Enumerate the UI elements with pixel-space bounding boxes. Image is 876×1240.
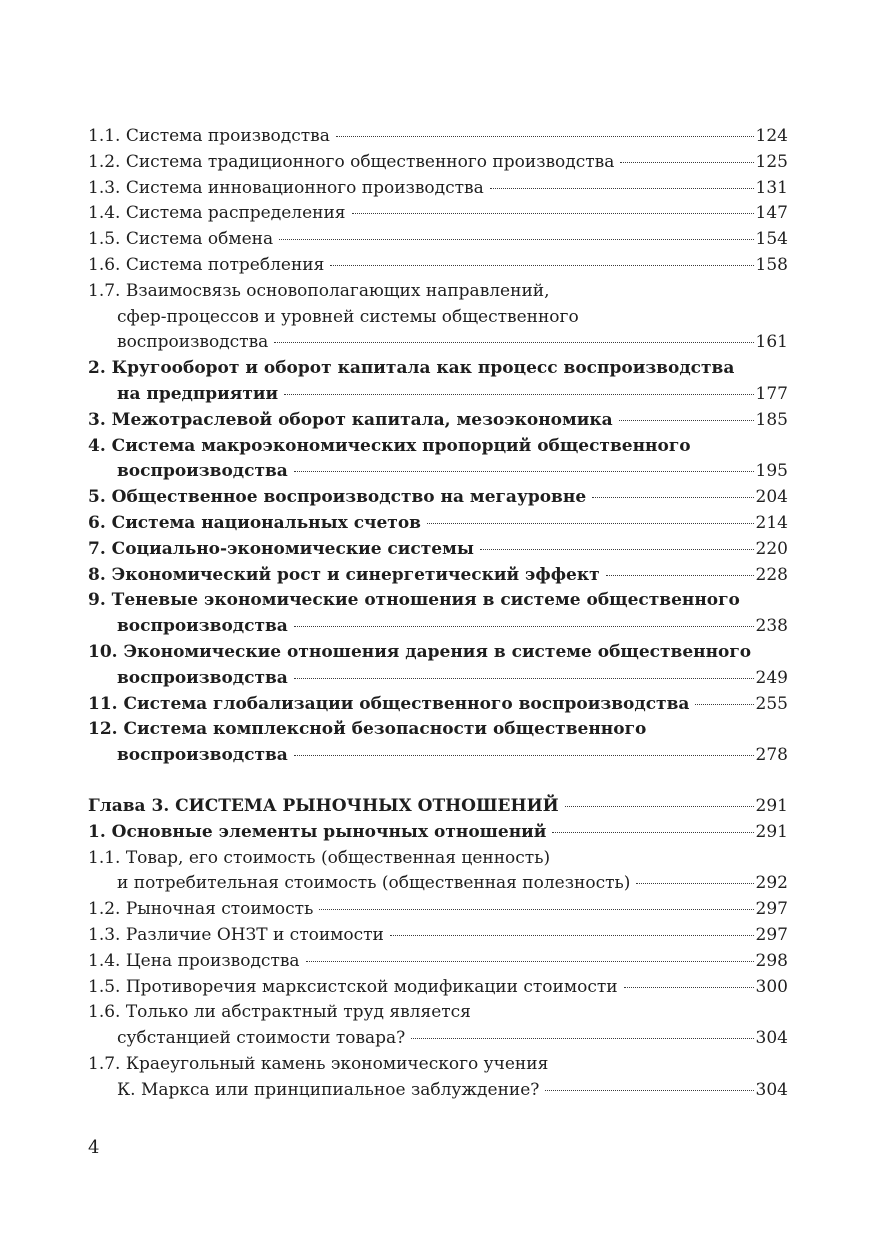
toc-entry-title: воспроизводства (117, 745, 288, 766)
toc-entry-last-line (88, 485, 788, 511)
toc-page-number: 185 (755, 409, 788, 430)
dot-leader (620, 162, 753, 163)
toc-entry-title: 10. Экономические отношения дарения в системе общественного (88, 641, 752, 662)
toc-entry-title: и потребительная стоимость (общественная полезность) (117, 873, 631, 894)
toc-page-number: 161 (755, 332, 788, 353)
toc-entry[interactable] (88, 923, 788, 949)
toc-entry-last-line (88, 382, 788, 408)
toc-entry-last-line (88, 666, 788, 692)
toc-page-number: 291 (755, 795, 788, 816)
toc-entry-last-line (88, 614, 788, 640)
dot-leader (306, 961, 754, 962)
toc-entry[interactable] (88, 434, 788, 486)
toc-entry[interactable] (88, 408, 788, 434)
toc-entry-title: 12. Система комплексной безопасности общественного (88, 719, 647, 740)
toc-page-number: 204 (755, 487, 788, 508)
toc-entry-title: 1.7. Краеугольный камень экономического учения (88, 1053, 549, 1074)
toc-entry-title: 5. Общественное воспроизводство на мегауровне (88, 487, 587, 508)
toc-entry-last-line (88, 150, 788, 176)
dot-leader (330, 265, 753, 266)
toc-page-number: 154 (755, 229, 788, 250)
toc-page-number: 124 (755, 126, 788, 146)
dot-leader (545, 1090, 753, 1091)
toc-page-number: 255 (755, 693, 788, 714)
toc-page-number: 297 (755, 899, 788, 920)
toc-entry-last-line (88, 459, 788, 485)
toc-entry[interactable] (88, 692, 788, 718)
toc-entry-title: 1.4. Система распределения (88, 203, 346, 224)
toc-entry[interactable] (88, 485, 788, 511)
toc-entry-last-line (88, 975, 788, 1001)
toc-entry-title: воспроизводства (117, 616, 288, 637)
toc-entry-last-line (88, 743, 788, 769)
dot-leader (552, 832, 753, 833)
dot-leader (619, 420, 754, 421)
toc-page-number: 125 (755, 151, 788, 172)
toc-entry-last-line (88, 897, 788, 923)
toc-entry[interactable] (88, 1000, 788, 1052)
dot-leader (636, 883, 753, 884)
toc-page-number: 131 (755, 177, 788, 198)
toc-entry-last-line (88, 1078, 788, 1104)
toc-entry-title: 1.2. Система традиционного общественного производства (88, 151, 615, 172)
toc-entry-title: на предприятии (117, 383, 279, 404)
toc-entry[interactable] (88, 176, 788, 202)
toc-page-number: 177 (755, 383, 788, 404)
page-number: 4 (88, 1137, 100, 1158)
dot-leader (565, 806, 754, 807)
toc-entry[interactable] (88, 588, 788, 640)
dot-leader (427, 523, 754, 524)
dot-leader (284, 394, 753, 395)
toc-entry-last-line (88, 563, 788, 589)
dot-leader (294, 678, 754, 679)
toc-entry[interactable] (88, 150, 788, 176)
toc-entry-last-line (88, 871, 788, 897)
toc-entry-last-line (88, 330, 788, 356)
toc-entry-title: 11. Система глобализации общественного воспроизводства (88, 693, 690, 714)
toc-entry-title: субстанцией стоимости товара? (117, 1028, 406, 1049)
toc-entry-last-line (88, 253, 788, 279)
toc-entry-last-line (88, 820, 788, 846)
dot-leader (274, 342, 753, 343)
toc-page-number: 158 (755, 254, 788, 275)
toc-entry-title: 6. Система национальных счетов (88, 512, 421, 533)
toc-entry-title: Глава 3. СИСТЕМА РЫНОЧНЫХ ОТНОШЕНИЙ (88, 795, 559, 816)
toc-entry-last-line (88, 408, 788, 434)
dot-leader (294, 626, 754, 627)
toc-page-number: 147 (755, 203, 788, 224)
dot-leader (411, 1038, 753, 1039)
toc-page-number: 300 (755, 976, 788, 997)
toc-entry-title: 4. Система макроэкономических пропорций общественного (88, 435, 691, 456)
dot-leader (695, 704, 753, 705)
dot-leader (490, 188, 754, 189)
toc-entry[interactable] (88, 846, 788, 898)
toc-entry-title: 1.3. Различие ОНЗТ и стоимости (88, 924, 384, 945)
toc-entry-last-line (88, 511, 788, 537)
toc-entry[interactable] (88, 949, 788, 975)
toc-entry-last-line (88, 692, 788, 718)
toc-page-number: 238 (755, 616, 788, 637)
toc-entry-last-line (88, 124, 788, 150)
toc-entry-title: сфер-процессов и уровней системы общественного (117, 306, 579, 327)
toc-entry-last-line (88, 1026, 788, 1052)
toc-entry[interactable] (88, 253, 788, 279)
toc-page-number: 292 (755, 873, 788, 894)
toc-entry-title: 1.5. Система обмена (88, 229, 274, 250)
toc-entry-title: 3. Межотраслевой оборот капитала, мезоэкономика (88, 409, 613, 430)
toc-entry[interactable] (88, 717, 788, 769)
toc-page-number: 228 (755, 564, 788, 585)
toc-entry-title: 1.1. Товар, его стоимость (общественная ценность) (88, 847, 551, 868)
dot-leader (624, 987, 754, 988)
toc-entry[interactable] (88, 227, 788, 253)
toc-page-number: 195 (755, 461, 788, 482)
toc-entry-last-line (88, 537, 788, 563)
toc-entry-title: 7. Социально-экономические системы (88, 538, 474, 559)
toc-entry-title: воспроизводства (117, 332, 269, 353)
toc-entry-title: 8. Экономический рост и синергетический эффект (88, 564, 600, 585)
toc-entry-last-line (88, 923, 788, 949)
toc-entry-title: 1.3. Система инновационного производства (88, 177, 484, 198)
toc-entry[interactable] (88, 356, 788, 408)
toc-entry[interactable] (88, 511, 788, 537)
toc-page-number: 249 (755, 667, 788, 688)
toc-entry[interactable] (88, 537, 788, 563)
toc-page-number: 291 (755, 821, 788, 842)
toc-entry-title: 1.6. Только ли абстрактный труд является (88, 1002, 471, 1023)
dot-leader (606, 575, 754, 576)
dot-leader (294, 755, 754, 756)
toc-entry-title: 2. Кругооборот и оборот капитала как процесс воспроизводства (88, 358, 735, 379)
toc-entry-title: воспроизводства (117, 667, 288, 688)
toc-entry-title: 1.5. Противоречия марксистской модификации стоимости (88, 976, 618, 997)
dot-leader (480, 549, 754, 550)
dot-leader (352, 213, 754, 214)
toc-entry-last-line (88, 227, 788, 253)
dot-leader (390, 935, 754, 936)
toc-entry-title: 1.7. Взаимосвязь основополагающих направлений, (88, 280, 550, 301)
toc-page-number: 304 (755, 1079, 788, 1100)
toc-page-number: 278 (755, 745, 788, 766)
toc-entry[interactable] (88, 975, 788, 1001)
toc-page-number: 297 (755, 924, 788, 945)
dot-leader (279, 239, 753, 240)
toc-entry-last-line (88, 794, 788, 820)
toc-entry[interactable] (88, 279, 788, 356)
toc-entry-last-line (88, 176, 788, 202)
dot-leader (319, 909, 753, 910)
toc-page-number: 214 (755, 512, 788, 533)
toc-entry-title: 1.6. Система потребления (88, 254, 325, 275)
toc-entry[interactable] (88, 820, 788, 846)
toc-entry-title: 1.1. Система производства (88, 126, 330, 146)
toc-page-number: 304 (755, 1028, 788, 1049)
toc-entry[interactable] (88, 563, 788, 589)
toc-page-number: 298 (755, 950, 788, 971)
toc-entry[interactable] (88, 640, 788, 692)
toc-entry[interactable] (88, 897, 788, 923)
toc-entry[interactable] (88, 1052, 788, 1104)
toc-entry-title: 9. Теневые экономические отношения в системе общественного (88, 590, 740, 611)
table-of-contents (88, 124, 788, 1103)
section-gap (88, 769, 788, 794)
dot-leader (336, 136, 754, 137)
toc-entry-title: 1.2. Рыночная стоимость (88, 899, 314, 920)
toc-entry-title: 1.4. Цена производства (88, 950, 300, 971)
toc-entry[interactable] (88, 201, 788, 227)
toc-page-number: 220 (755, 538, 788, 559)
toc-entry-title: К. Маркса или принципиальное заблуждение? (117, 1079, 540, 1100)
toc-entry[interactable] (88, 124, 788, 150)
toc-entry[interactable] (88, 794, 788, 820)
toc-entry-title: воспроизводства (117, 461, 288, 482)
toc-entry-last-line (88, 949, 788, 975)
toc-entry-title: 1. Основные элементы рыночных отношений (88, 821, 547, 842)
dot-leader (294, 471, 754, 472)
toc-entry-last-line (88, 201, 788, 227)
dot-leader (592, 497, 753, 498)
